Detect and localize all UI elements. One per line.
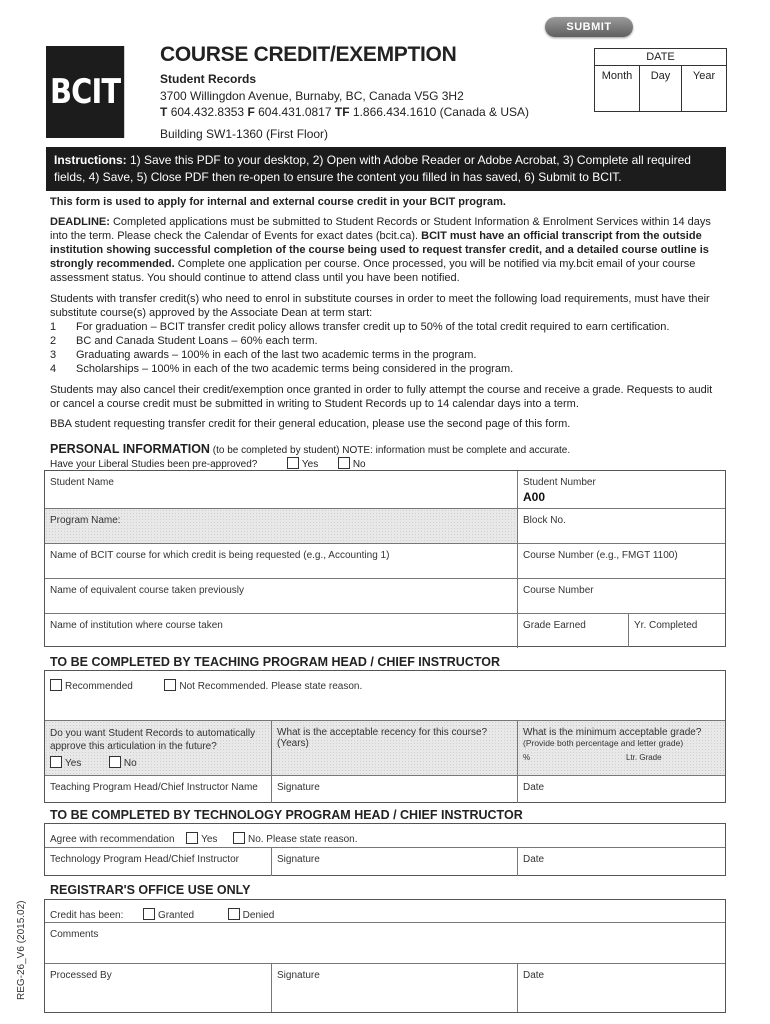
phone-line: T 604.432.8353 F 604.431.0817 TF 1.866.434.1610 (Canada & USA) — [160, 105, 530, 119]
technology-heading: TO BE COMPLETED BY TECHNOLOGY PROGRAM HEAD / CHIEF INSTRUCTOR — [50, 808, 523, 822]
institution-field[interactable]: Name of institution where course taken — [50, 620, 223, 631]
date-day-field[interactable]: Day — [650, 70, 671, 82]
date-box — [594, 48, 727, 112]
address: 3700 Willingdon Avenue, Burnaby, BC, Canada V5G 3H2 — [160, 89, 464, 103]
registrar-table — [44, 899, 726, 1013]
agree-yes-checkbox[interactable] — [186, 832, 198, 844]
teaching-signature-field[interactable]: Signature — [277, 782, 320, 793]
processed-by-field[interactable]: Processed By — [50, 970, 112, 981]
list-item: 4 Scholarships – 100% in each of the two academic terms being considered in the program. — [50, 363, 514, 375]
liberal-yes-checkbox[interactable] — [287, 457, 299, 469]
year-completed-field[interactable]: Yr. Completed — [634, 620, 698, 631]
liberal-no-checkbox[interactable] — [338, 457, 350, 469]
technology-table — [44, 823, 726, 876]
program-name-field[interactable]: Program Name: — [45, 509, 517, 543]
submit-button[interactable]: SUBMIT — [545, 17, 633, 37]
teaching-table — [44, 670, 726, 803]
list-item: 2 BC and Canada Student Loans – 60% each term. — [50, 335, 318, 347]
personal-info-table — [44, 470, 726, 647]
recency-field[interactable]: What is the acceptable recency for this course? (Years) — [272, 721, 517, 775]
block-no-field[interactable]: Block No. — [523, 515, 566, 526]
technology-head-field[interactable]: Technology Program Head/Chief Instructor — [50, 854, 239, 865]
date-header: DATE — [595, 49, 726, 66]
course-number-eg-field[interactable]: Course Number (e.g., FMGT 1100) — [523, 550, 678, 561]
percent-field[interactable]: % — [523, 753, 531, 762]
dept-name: Student Records — [160, 72, 257, 86]
cancel-paragraph: Students may also cancel their credit/exemption once granted in order to fully attempt the course and receive a grade. Requests to audit or cancel a course credit must be submitted in writing to Student Records up to 14 calendar days into a term. — [50, 384, 713, 410]
min-grade-field[interactable]: What is the minimum acceptable grade? (Provide both percentage and letter grade) % Ltr. Grade — [518, 721, 725, 775]
student-name-field[interactable]: Student Name — [50, 477, 114, 488]
recommendation-row: Recommended Not Recommended. Please state reason. — [45, 673, 725, 721]
student-number-field[interactable]: Student Number A00 — [523, 477, 596, 504]
denied-checkbox[interactable] — [228, 908, 240, 920]
requirements-list — [50, 320, 722, 376]
recommended-checkbox[interactable] — [50, 679, 62, 691]
transfer-paragraph: Students with transfer credit(s) who need to enrol in substitute courses in order to meet the following load requirements, must have their substitute course(s) approved by the Associate Dean at term start: — [50, 293, 710, 319]
grade-earned-field[interactable]: Grade Earned — [523, 620, 586, 631]
instructions-banner: Instructions: 1) Save this PDF to your desktop, 2) Open with Adobe Reader or Adobe Acrobat, 3) Complete all required fields, 4) Save, 5) Close PDF then re-open to ensure the content you filled in has saved, 6) Submit to BCIT. — [46, 147, 726, 191]
personal-info-heading: PERSONAL INFORMATION (to be completed by student) NOTE: information must be complete and accurate. — [50, 442, 571, 456]
date-month-field[interactable]: Month — [601, 70, 633, 82]
comments-field[interactable]: Comments — [50, 929, 99, 940]
technology-signature-field[interactable]: Signature — [277, 854, 320, 865]
date-year-field[interactable]: Year — [692, 70, 716, 82]
agree-row: Agree with recommendation Yes No. Please state reason. — [50, 834, 358, 845]
bcit-course-field[interactable]: Name of BCIT course for which credit is being requested (e.g., Accounting 1) — [50, 550, 390, 561]
registrar-date-field[interactable]: Date — [523, 970, 545, 981]
teaching-head-name-field[interactable]: Teaching Program Head/Chief Instructor Name — [50, 782, 258, 793]
teaching-heading: TO BE COMPLETED BY TEACHING PROGRAM HEAD / CHIEF INSTRUCTOR — [50, 655, 501, 669]
teaching-date-field[interactable]: Date — [523, 782, 545, 793]
technology-date-field[interactable]: Date — [523, 854, 545, 865]
deadline-text: DEADLINE: Completed applications must be submitted to Student Records or Student Information & Enrolment Services within 14 days into the term. Please check the Calendar of Events for exact dates (bcit.ca). BCIT must have an official transcript from the outside institution showing successful completion of the course being used to request transfer credit, and a detailed course outline is strongly recommended. Complete one application per course. Once processed, you will be notified via my.bcit email of your course assessment status. You should continue to attend class until you have been notified. — [50, 216, 711, 284]
building: Building SW1-1360 (First Floor) — [160, 127, 329, 141]
auto-approve-yes-checkbox[interactable] — [50, 756, 62, 768]
list-item: 3 Graduating awards – 100% in each of the last two academic terms in the program. — [50, 349, 477, 361]
registrar-signature-field[interactable]: Signature — [277, 970, 320, 981]
registrar-heading: REGISTRAR'S OFFICE USE ONLY — [50, 883, 251, 897]
auto-approve-question: Do you want Student Records to automatically approve this articulation in the future? Yes No — [45, 721, 271, 775]
granted-checkbox[interactable] — [143, 908, 155, 920]
credit-status-row: Credit has been: Granted Denied — [50, 910, 275, 921]
liberal-studies-question: Have your Liberal Studies been pre-approved? Yes No — [50, 459, 366, 470]
equivalent-course-number-field[interactable]: Course Number — [523, 585, 594, 596]
purpose-text: This form is used to apply for internal and external course credit in your BCIT program. — [50, 196, 506, 208]
agree-no-checkbox[interactable] — [233, 832, 245, 844]
list-item: 1 For graduation – BCIT transfer credit policy allows transfer credit up to 50% of the total credit required to earn certification. — [50, 321, 670, 333]
letter-grade-field[interactable]: Ltr. Grade — [626, 753, 662, 762]
bcit-logo: BCIT — [46, 46, 124, 138]
bba-paragraph: BBA student requesting transfer credit for their general education, please use the second page of this form. — [50, 418, 571, 430]
form-title: COURSE CREDIT/EXEMPTION — [160, 43, 457, 66]
auto-approve-no-checkbox[interactable] — [109, 756, 121, 768]
not-recommended-checkbox[interactable] — [164, 679, 176, 691]
equivalent-course-field[interactable]: Name of equivalent course taken previously — [50, 585, 244, 596]
form-code: REG-26_V6 (2015.02) — [16, 900, 27, 1000]
